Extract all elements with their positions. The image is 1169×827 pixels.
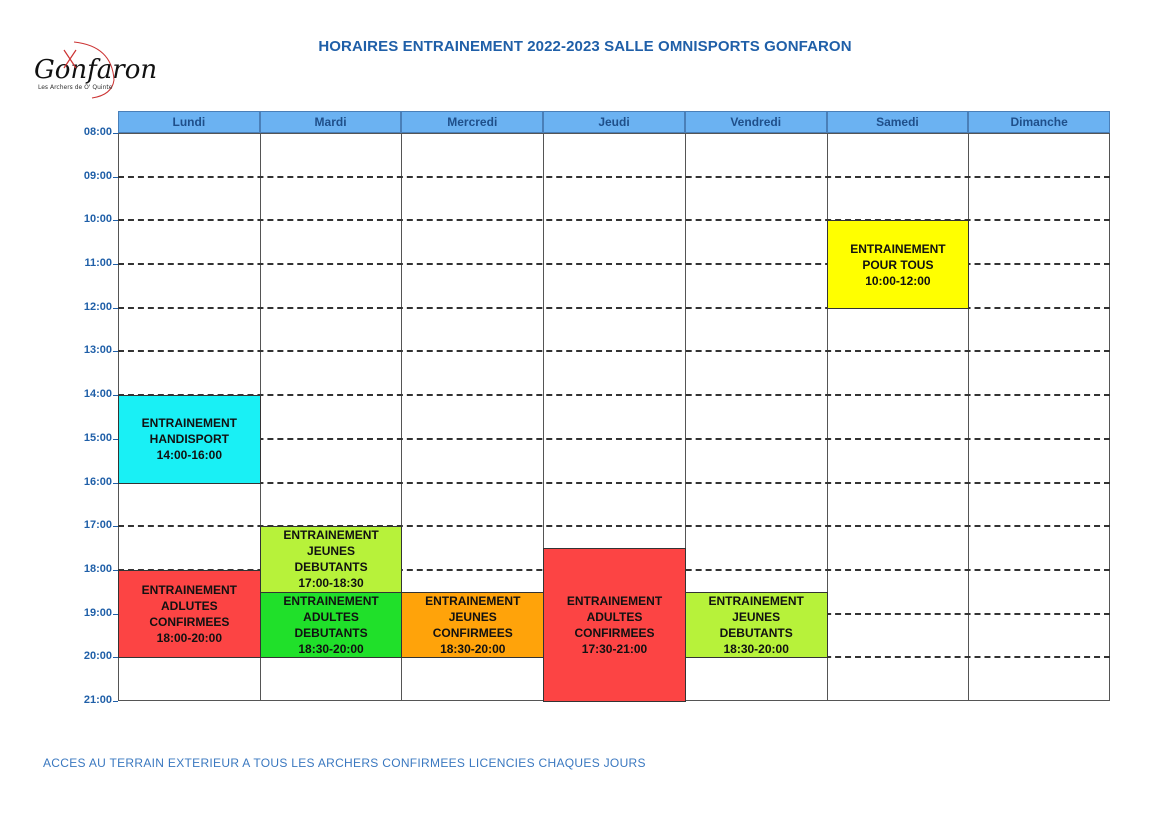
time-tick bbox=[113, 264, 118, 265]
session-line: CONFIRMEES bbox=[432, 626, 513, 641]
time-tick bbox=[113, 526, 118, 527]
time-label: 18:00 bbox=[83, 562, 112, 575]
time-label: 17:00 bbox=[83, 519, 112, 532]
session-line: DEBUTANTS bbox=[294, 626, 368, 641]
session-line: 18:30-20:00 bbox=[298, 642, 364, 657]
session-block bbox=[543, 548, 686, 702]
day-header-samedi: Samedi bbox=[827, 111, 969, 133]
session-block bbox=[685, 592, 828, 659]
time-tick bbox=[113, 351, 118, 352]
day-header-mardi: Mardi bbox=[260, 111, 402, 133]
session-block bbox=[118, 570, 261, 658]
day-header-mercredi: Mercredi bbox=[401, 111, 543, 133]
session-line: ENTRAINEMENT bbox=[850, 241, 946, 256]
time-tick bbox=[113, 177, 118, 178]
time-tick bbox=[113, 483, 118, 484]
session-block bbox=[260, 592, 403, 659]
time-tick bbox=[113, 133, 118, 134]
session-line: ADLUTES bbox=[161, 599, 218, 614]
time-label: 12:00 bbox=[83, 300, 112, 313]
time-label: 21:00 bbox=[83, 694, 112, 706]
time-label: 08:00 bbox=[83, 126, 112, 138]
session-line: 17:30-21:00 bbox=[581, 642, 648, 657]
page-title: HORAIRES ENTRAINEMENT 2022-2023 SALLE OMNISPORTS GONFARON bbox=[318, 38, 852, 55]
time-label: 13:00 bbox=[83, 344, 112, 357]
time-label: 19:00 bbox=[83, 606, 112, 619]
session-block bbox=[118, 395, 261, 483]
session-line: JEUNES bbox=[448, 610, 497, 625]
session-line: POUR TOUS bbox=[862, 257, 934, 272]
hour-gridline bbox=[118, 482, 1110, 484]
session-line: 18:30-20:00 bbox=[440, 642, 506, 657]
time-label: 09:00 bbox=[83, 169, 112, 182]
day-header-lundi: Lundi bbox=[118, 111, 260, 133]
session-line: ENTRAINEMENT bbox=[425, 594, 521, 609]
session-block bbox=[401, 592, 544, 659]
session-line: ADULTES bbox=[586, 610, 643, 625]
hour-gridline bbox=[118, 350, 1110, 352]
session-line: 18:00-20:00 bbox=[156, 631, 223, 646]
footer-note: ACCES AU TERRAIN EXTERIEUR A TOUS LES ARCHERS CONFIRMEES LICENCIES CHAQUES JOURS bbox=[43, 756, 646, 770]
hour-gridline bbox=[118, 394, 1110, 396]
day-header-vendredi: Vendredi bbox=[685, 111, 827, 133]
archer-logo-icon bbox=[34, 40, 158, 100]
time-tick bbox=[113, 395, 118, 396]
session-line: CONFIRMEES bbox=[149, 615, 230, 630]
hour-gridline bbox=[118, 176, 1110, 178]
time-tick bbox=[113, 570, 118, 571]
session-line: ENTRAINEMENT bbox=[283, 528, 379, 543]
session-line: JEUNES bbox=[307, 544, 356, 559]
session-line: 17:00-18:30 bbox=[298, 576, 364, 591]
session-line: DEBUTANTS bbox=[294, 560, 368, 575]
session-line: DEBUTANTS bbox=[719, 626, 793, 641]
session-line: ENTRAINEMENT bbox=[708, 594, 804, 609]
session-line: JEUNES bbox=[732, 610, 781, 625]
session-line: ENTRAINEMENT bbox=[566, 594, 663, 609]
schedule-grid bbox=[118, 111, 1110, 701]
time-label: 16:00 bbox=[83, 475, 112, 488]
club-logo bbox=[34, 40, 158, 100]
time-label: 20:00 bbox=[83, 650, 112, 663]
session-block bbox=[260, 526, 403, 593]
time-label: 14:00 bbox=[83, 388, 112, 401]
session-line: ENTRAINEMENT bbox=[141, 583, 238, 598]
day-header-jeudi: Jeudi bbox=[543, 111, 685, 133]
time-tick bbox=[113, 701, 118, 702]
session-line: ADULTES bbox=[303, 610, 359, 625]
time-label: 15:00 bbox=[83, 431, 112, 444]
session-line: ENTRAINEMENT bbox=[141, 416, 238, 431]
day-header-dimanche: Dimanche bbox=[968, 111, 1110, 133]
session-line: ENTRAINEMENT bbox=[283, 594, 379, 609]
time-label: 11:00 bbox=[84, 257, 112, 270]
time-label: 10:00 bbox=[83, 213, 112, 226]
session-line: HANDISPORT bbox=[149, 432, 230, 447]
time-tick bbox=[113, 308, 118, 309]
time-tick bbox=[113, 657, 118, 658]
session-line: 14:00-16:00 bbox=[156, 448, 223, 463]
logo-caption: Les Archers de Ô' Quinte bbox=[38, 84, 113, 91]
session-block bbox=[827, 220, 970, 308]
time-tick bbox=[113, 220, 118, 221]
time-tick bbox=[113, 614, 118, 615]
session-line: CONFIRMEES bbox=[574, 626, 655, 641]
column-divider bbox=[968, 133, 969, 701]
logo-text: Gonfaron bbox=[34, 55, 158, 85]
session-line: 18:30-20:00 bbox=[723, 642, 789, 657]
time-tick bbox=[113, 439, 118, 440]
session-line: 10:00-12:00 bbox=[865, 273, 931, 288]
hour-gridline bbox=[118, 438, 1110, 440]
